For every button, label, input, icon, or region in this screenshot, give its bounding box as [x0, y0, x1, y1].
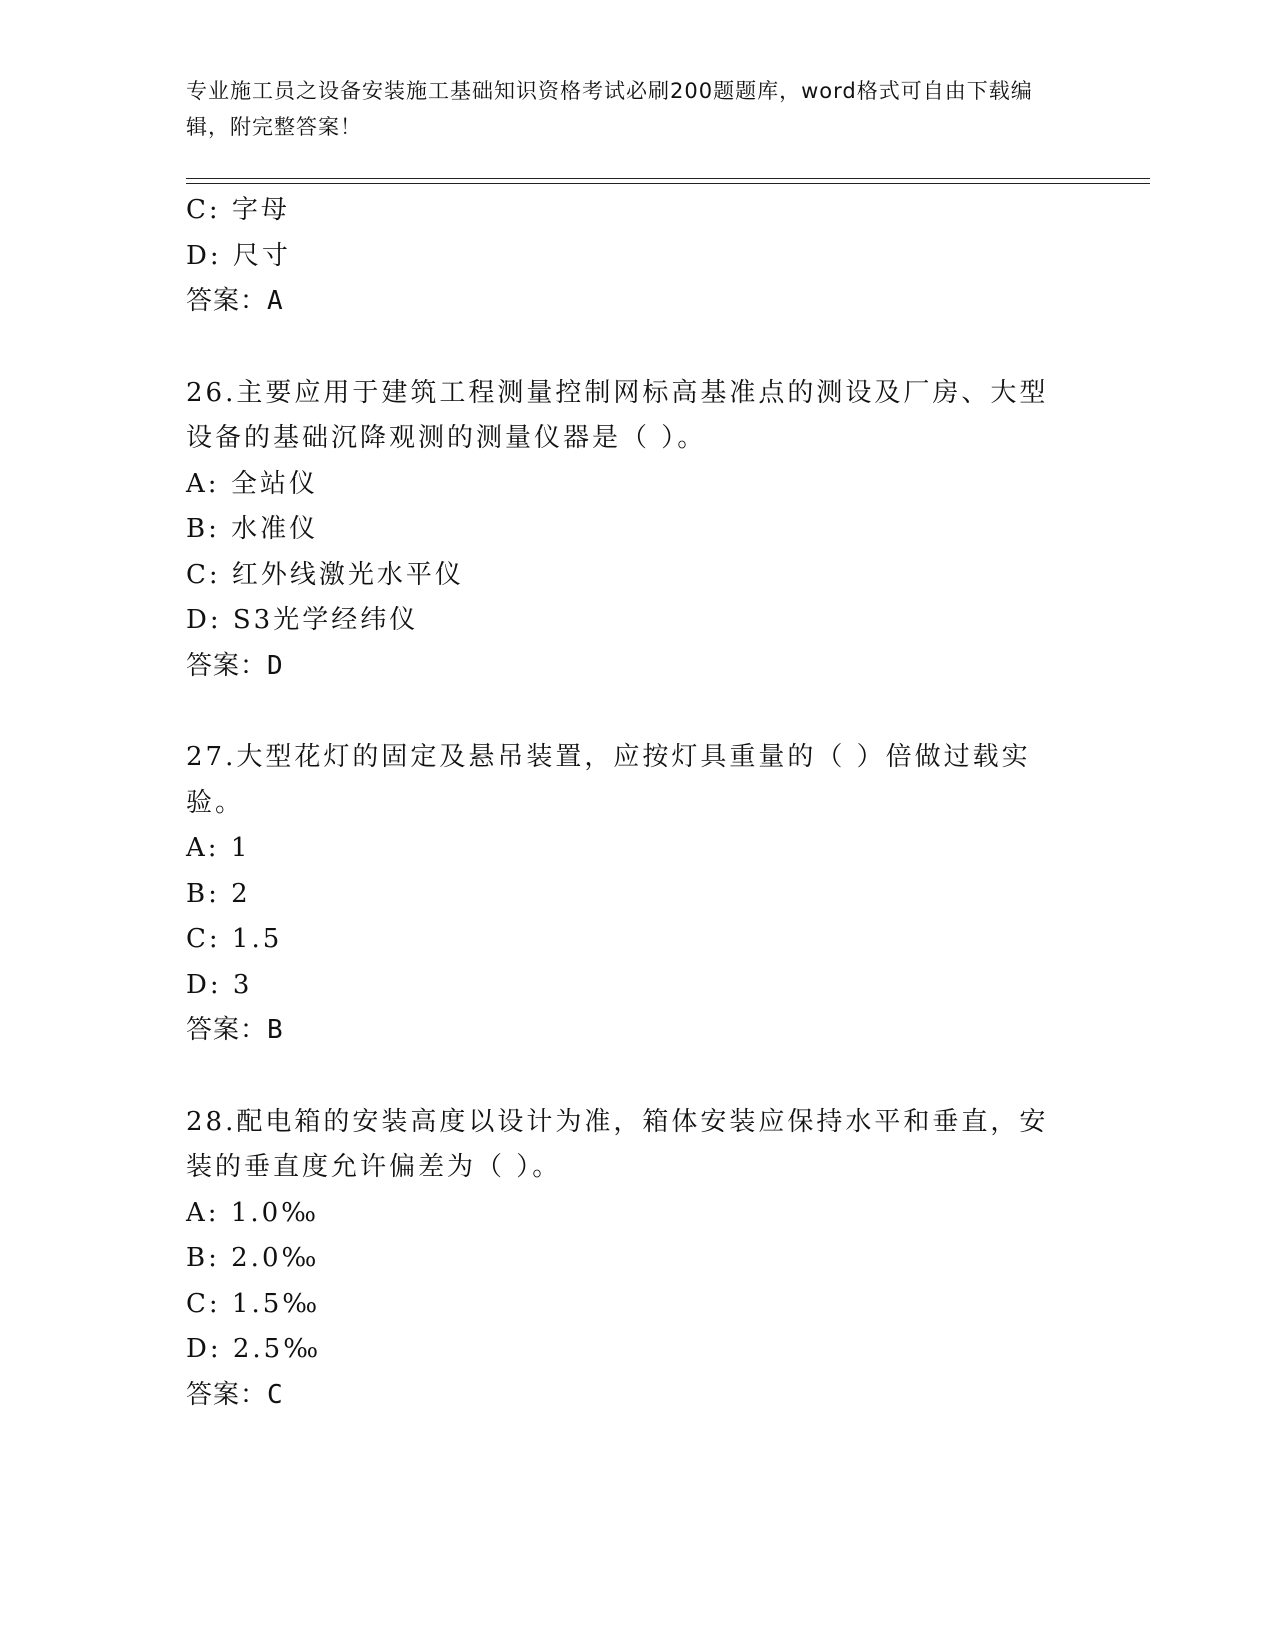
option-text: 1.0‰: [230, 1197, 320, 1228]
option-label: A:: [186, 833, 220, 863]
option-label: B:: [186, 878, 220, 909]
option-text: 全站仪: [230, 468, 318, 499]
spacer: [186, 689, 1086, 735]
option-text: 尺寸: [232, 240, 291, 271]
option-text: S3光学经纬仪: [232, 605, 419, 635]
answer-line: 答案：B: [186, 1015, 284, 1045]
option-label: C:: [186, 559, 221, 590]
option-text: 红外线激光水平仪: [231, 559, 464, 590]
question-stem: [186, 1100, 1076, 1191]
question-number: 27.: [186, 742, 237, 772]
header-divider-bottom: [186, 183, 1150, 184]
option-label: D:: [186, 969, 222, 1000]
question-26: [186, 371, 1086, 690]
option-text: 1.5‰: [231, 1288, 321, 1319]
question-27: [186, 735, 1086, 1054]
option-label: D:: [186, 1334, 222, 1364]
option-text: 2.5‰: [232, 1334, 322, 1364]
option-a: [186, 826, 1086, 872]
question-text: 大型花灯的固定及悬吊装置，应按灯具重量的（ ）倍做过载实验。: [186, 742, 1031, 818]
option-d: [186, 1327, 1086, 1373]
option-label: C:: [186, 195, 221, 225]
option-a: [186, 1191, 1086, 1237]
option-label: D:: [186, 240, 222, 271]
option-text: 2.0‰: [231, 1243, 320, 1273]
option-text: 1: [230, 833, 251, 863]
option-label: A:: [186, 468, 220, 499]
option-c: [186, 553, 1086, 599]
option-label: D:: [186, 605, 222, 635]
option-c: [186, 917, 1086, 963]
option-a: [186, 462, 1086, 508]
option-label: C:: [186, 1288, 221, 1319]
document-header: 专业施工员之设备安装施工基础知识资格考试必刷200题题库，word格式可自由下载编辑，附完整答案！: [186, 79, 1033, 139]
option-label: B:: [186, 514, 220, 544]
question-text: 主要应用于建筑工程测量控制网标高基准点的测设及厂房、大型设备的基础沉降观测的测量仪器是（ ）。: [186, 377, 1049, 453]
option-text: 3: [232, 969, 253, 1000]
option-text: 2: [231, 878, 251, 909]
option-b: [186, 872, 1086, 918]
option-label: C:: [186, 924, 221, 954]
spacer: [186, 1054, 1086, 1100]
option-c: [186, 1282, 1086, 1328]
question-28: [186, 1100, 1086, 1419]
option-b: [186, 1236, 1086, 1282]
option-label: B:: [186, 1243, 220, 1273]
option-text: 字母: [231, 195, 290, 225]
option-d: [186, 963, 1086, 1009]
question-number: 28.: [186, 1106, 237, 1137]
option-text: 1.5: [231, 924, 283, 954]
answer-line: 答案：C: [186, 1379, 284, 1410]
question-stem: [186, 371, 1076, 462]
document-body: [186, 188, 1086, 1418]
answer-line: 答案：D: [186, 650, 284, 681]
option-d: [186, 234, 1086, 280]
option-text: 水准仪: [231, 514, 319, 544]
answer-line: 答案：A: [186, 286, 284, 316]
header-divider-top: [186, 178, 1150, 179]
option-b: [186, 507, 1086, 553]
option-c: [186, 188, 1086, 234]
previous-question: [186, 188, 1086, 325]
option-d: [186, 598, 1086, 644]
question-number: 26.: [186, 377, 237, 408]
option-label: A:: [186, 1197, 220, 1228]
spacer: [186, 325, 1086, 371]
question-text: 配电箱的安装高度以设计为准，箱体安装应保持水平和垂直，安装的垂直度允许偏差为（ ）。: [186, 1106, 1049, 1182]
question-stem: [186, 735, 1076, 826]
